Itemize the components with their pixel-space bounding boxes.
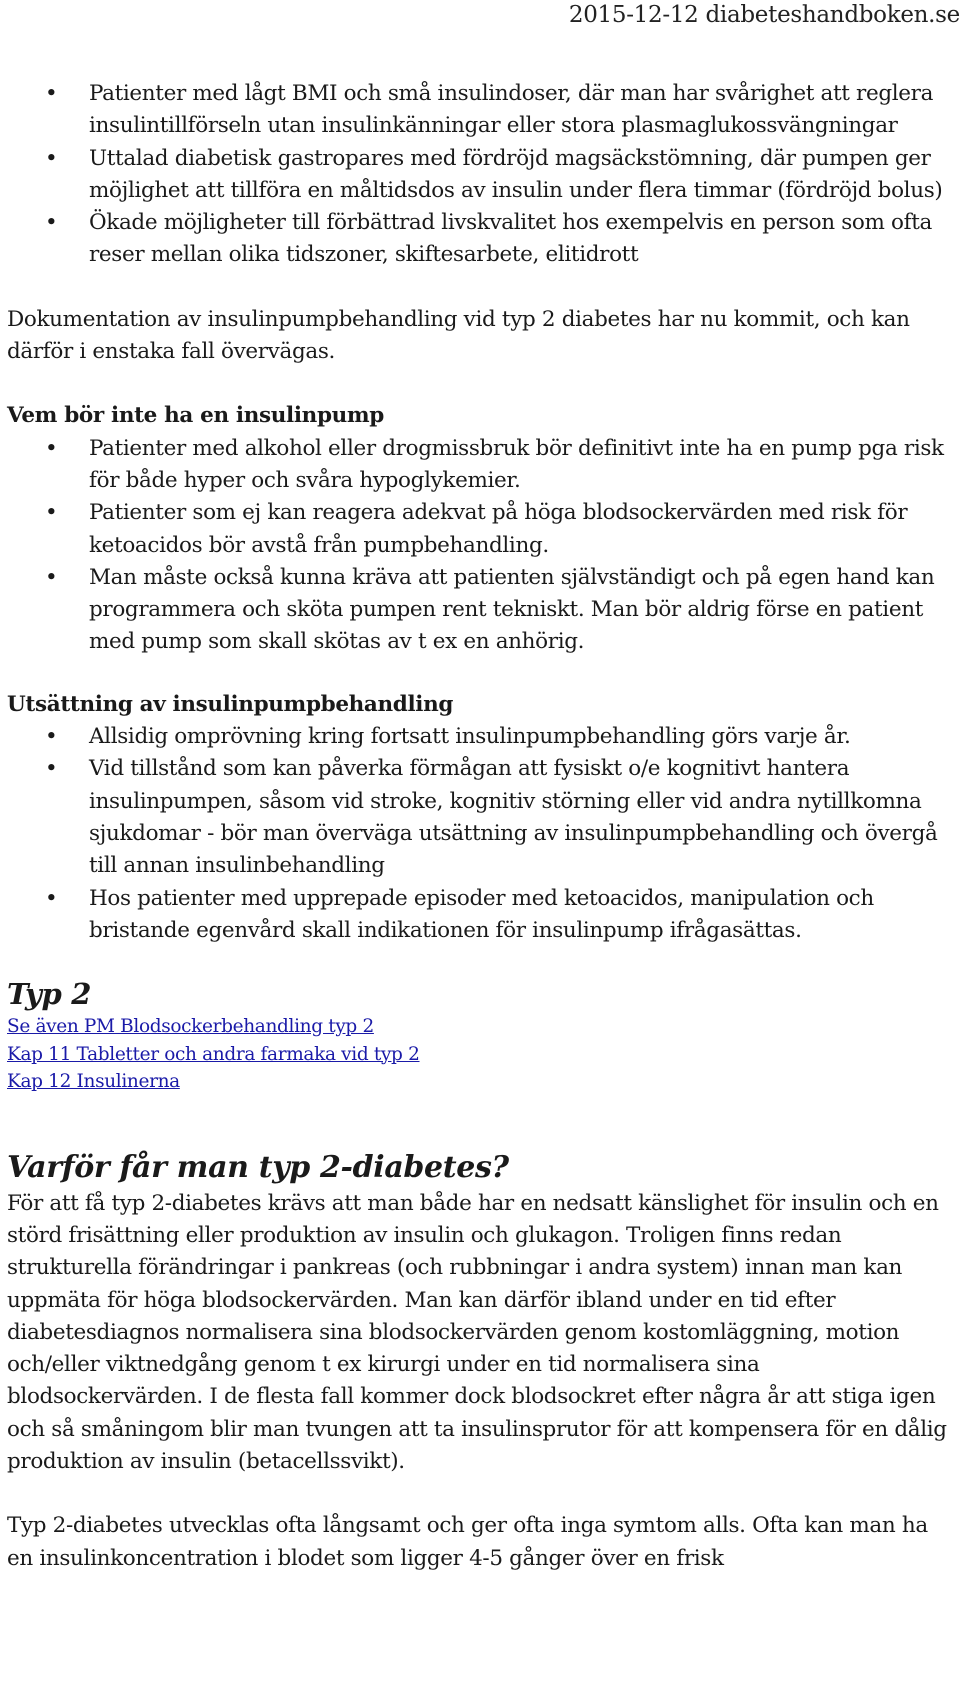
list-item-text: Patienter med alkohol eller drogmissbruk bör definitivt inte ha en pump pga risk för både hyper och svåra hypoglykemier. — [89, 435, 944, 493]
bullet-icon: • — [45, 564, 58, 590]
spacer — [7, 272, 952, 304]
indication-list — [7, 78, 952, 272]
why-type2-heading: Varför får man typ 2-diabetes? — [7, 1149, 509, 1185]
who-not-heading: Vem bör inte ha en insulinpump — [7, 403, 384, 429]
spacer — [7, 947, 952, 975]
typ2-links — [7, 1013, 952, 1096]
list-item — [7, 562, 952, 659]
spacer — [7, 659, 952, 689]
list-item — [7, 143, 952, 208]
list-item-text: Man måste också kunna kräva att patienten självständigt och på egen hand kan programmera och sköta pumpen rent tekniskt. Man bör aldrig förse en patient med pump som skall skötas av t ex en anhörig. — [89, 564, 935, 655]
list-item-text: Patienter som ej kan reagera adekvat på höga blodsockervärden med risk för ketoacidos bör avstå från pumpbehandling. — [89, 500, 908, 558]
contraindication-list — [7, 433, 952, 659]
page-header: 2015-12-12 diabeteshandboken.se — [568, 2, 960, 28]
list-item — [7, 883, 952, 948]
spacer — [7, 1096, 952, 1148]
list-item — [7, 753, 952, 882]
list-item — [7, 497, 952, 562]
bullet-icon: • — [45, 500, 58, 526]
why-type2-paragraph: För att få typ 2-diabetes krävs att man både har en nedsatt känslighet för insulin och en störd frisättning eller produktion av insulin och glukagon. Troligen finns redan strukturella förändringar i pankreas (och rubbningar i andra system) innan man kan uppmäta för höga blodsockervärden. Man kan därför ibland under en tid efter diabetesdiagnos normalisera sina blodsockervärden genom kostomläggning, motion och/eller viktnedgång genom t ex kirurgi under en tid normalisera sina blodsockervärden. I de flesta fall kommer dock blodsockret efter några år att stiga igen och så småningom blir man tvungen att ta insulinsprutor för att kompensera för en dålig produktion av insulin (betacellssvikt). — [7, 1190, 947, 1474]
link-kap11-tabletter[interactable]: Kap 11 Tabletter och andra farmaka vid typ 2 — [7, 1043, 420, 1065]
discontinuation-heading: Utsättning av insulinpumpbehandling — [7, 691, 454, 717]
list-item — [7, 207, 952, 272]
list-item-text: Vid tillstånd som kan påverka förmågan att fysiskt o/e kognitivt hantera insulinpumpen, såsom vid stroke, kognitiv störning eller vid andra nytillkomna sjukdomar - bör man överväga utsättning av insulinpumpbehandling och övergå till annan insulinbehandling — [89, 756, 938, 879]
list-item-text: Uttalad diabetisk gastropares med fördröjd magsäckstömning, där pumpen ger möjlighet att tillföra en måltidsdos av insulin under flera timmar (fördröjd bolus) — [89, 145, 943, 203]
documentation-paragraph: Dokumentation av insulinpumpbehandling vid typ 2 diabetes har nu kommit, och kan därför i enstaka fall övervägas. — [7, 306, 910, 365]
list-item — [7, 721, 952, 753]
link-kap12-insulinerna[interactable]: Kap 12 Insulinerna — [7, 1071, 180, 1093]
list-item-text: Allsidig omprövning kring fortsatt insulinpumpbehandling görs varje år. — [89, 724, 851, 750]
bullet-icon: • — [45, 724, 58, 750]
bullet-icon: • — [45, 435, 58, 461]
link-pm-blodsockerbehandling[interactable]: Se även PM Blodsockerbehandling typ 2 — [7, 1016, 374, 1038]
spacer — [7, 1478, 952, 1510]
bullet-icon: • — [45, 756, 58, 782]
list-item-text: Patienter med lågt BMI och små insulindoser, där man har svårighet att reglera insulintillförseln utan insulinkänningar eller stora plasmaglukossvängningar — [89, 81, 934, 139]
bullet-icon: • — [45, 145, 58, 171]
spacer — [7, 368, 952, 400]
list-item-text: Hos patienter med upprepade episoder med ketoacidos, manipulation och bristande egenvård skall indikationen för insulinpump ifrågasättas. — [89, 885, 874, 943]
development-paragraph: Typ 2-diabetes utvecklas ofta långsamt och ger ofta inga symtom alls. Ofta kan man ha en insulinkoncentration i blodet som ligger 4-5 gånger över en frisk — [7, 1513, 928, 1571]
typ2-heading: Typ 2 — [7, 977, 92, 1012]
bullet-icon: • — [45, 210, 58, 236]
list-item-text: Ökade möjligheter till förbättrad livskvalitet hos exempelvis en person som ofta reser mellan olika tidszoner, skiftesarbete, elitidrott — [89, 210, 932, 268]
bullet-icon: • — [45, 885, 58, 911]
document-body — [7, 78, 952, 1575]
bullet-icon: • — [45, 81, 58, 106]
discontinuation-list — [7, 721, 952, 947]
list-item — [7, 78, 952, 143]
list-item — [7, 433, 952, 498]
